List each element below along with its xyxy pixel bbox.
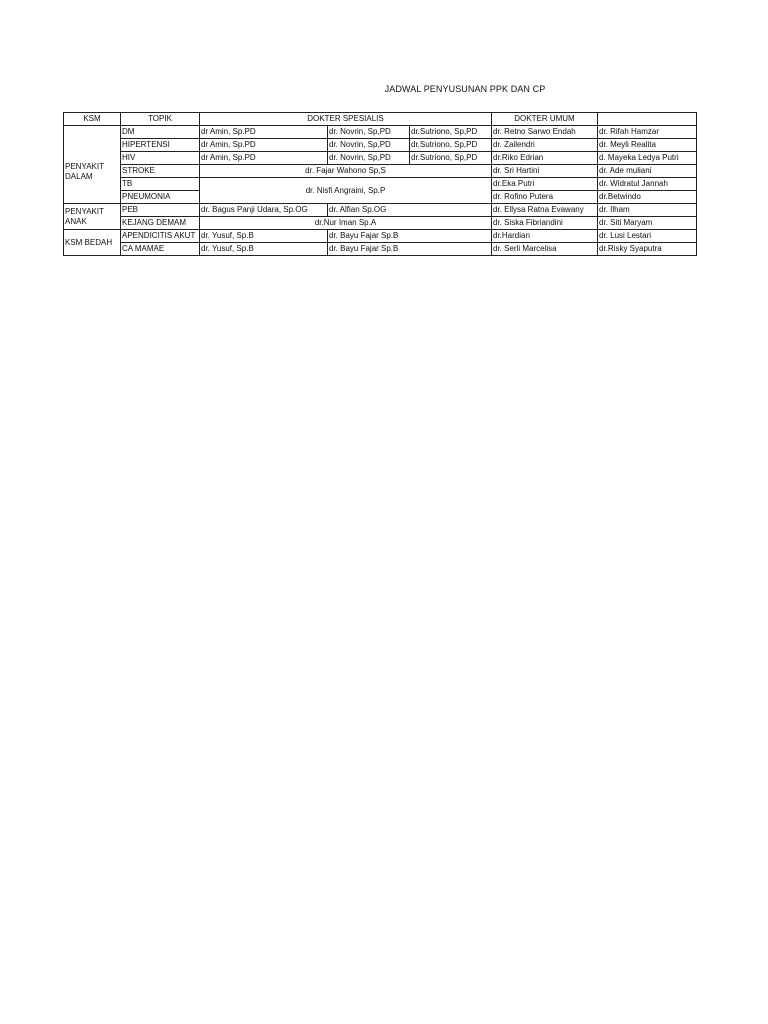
header-topik: TOPIK — [121, 113, 200, 126]
spesialis-cell: dr. Yusuf, Sp.B — [200, 243, 328, 256]
table-row — [64, 178, 697, 191]
topik-cell: PNEUMONIA — [121, 191, 200, 204]
umum-cell: dr. Ellysa Ratna Evawany — [492, 204, 598, 217]
topik-cell: PEB — [121, 204, 200, 217]
spesialis-cell: dr.Nur Iman Sp.A — [200, 217, 492, 230]
umum-cell: dr. Ade muliani — [598, 165, 697, 178]
ksm-label: DALAM — [65, 171, 93, 181]
spesialis-cell: dr. Bayu Fajar Sp.B — [328, 243, 492, 256]
topik-cell: DM — [121, 126, 200, 139]
spesialis-cell: dr.Sutriono, Sp,PD — [410, 152, 492, 165]
umum-cell: dr.Risky Syaputra — [598, 243, 697, 256]
ksm-penyakit-anak — [64, 204, 121, 230]
spesialis-cell: dr. Fajar Wahono Sp,S — [200, 165, 492, 178]
topik-cell: KEJANG DEMAM — [121, 217, 200, 230]
spesialis-cell: dr. Novrin, Sp,PD — [328, 139, 410, 152]
umum-cell: dr. Widratul Jannah — [598, 178, 697, 191]
ksm-label: PENYAKIT — [65, 207, 104, 216]
table-row — [64, 243, 697, 256]
umum-cell: dr. Meyli Realita — [598, 139, 697, 152]
spesialis-cell: dr Amin, Sp.PD — [200, 152, 328, 165]
ksm-label: ANAK — [65, 217, 87, 226]
header-dokter-spesialis: DOKTER SPESIALIS — [200, 113, 492, 126]
umum-cell: dr. Rofino Putera — [492, 191, 598, 204]
spesialis-cell: dr. Nisfi Angraini, Sp.P — [200, 178, 492, 204]
table-row — [64, 152, 697, 165]
umum-cell: dr. Retno Sarwo Endah — [492, 126, 598, 139]
spesialis-cell: dr. Novrin, Sp,PD — [328, 126, 410, 139]
spesialis-cell: dr. Yusuf, Sp.B — [200, 230, 328, 243]
header-row — [64, 113, 697, 126]
schedule-table — [63, 112, 697, 256]
umum-cell: dr.Riko Edrian — [492, 152, 598, 165]
topik-cell: CA MAMAE — [121, 243, 200, 256]
umum-cell: dr.Eka Putri — [492, 178, 598, 191]
topik-cell: APENDICITIS AKUT — [121, 230, 200, 243]
spesialis-cell: dr.Sutriono, Sp,PD — [410, 139, 492, 152]
umum-cell: dr.Hardian — [492, 230, 598, 243]
table-row — [64, 165, 697, 178]
spesialis-cell: dr Amin, Sp.PD — [200, 139, 328, 152]
spesialis-cell: dr.Sutriono, Sp,PD — [410, 126, 492, 139]
topik-cell: TB — [121, 178, 200, 191]
spesialis-cell: dr. Bagus Panji Udara, Sp.OG — [200, 204, 328, 217]
ksm-label: KSM BEDAH — [65, 237, 113, 247]
table-row — [64, 126, 697, 139]
table-row — [64, 204, 697, 217]
ksm-penyakit-dalam — [64, 126, 121, 204]
table-row — [64, 217, 697, 230]
umum-cell: dr. Zailendri — [492, 139, 598, 152]
umum-cell: dr. Sri Hartini — [492, 165, 598, 178]
umum-cell: dr. Rifah Hamzar — [598, 126, 697, 139]
ksm-label: PENYAKIT — [65, 161, 104, 171]
umum-cell: dr. Lusi Lestari — [598, 230, 697, 243]
spesialis-cell: dr. Alfian Sp.OG — [328, 204, 492, 217]
spesialis-cell: dr. Novrin, Sp,PD — [328, 152, 410, 165]
spesialis-cell: dr Amin, Sp.PD — [200, 126, 328, 139]
umum-cell: dr. Ilham — [598, 204, 697, 217]
header-dokter-umum: DOKTER UMUM — [492, 113, 598, 126]
umum-cell: dr.Betwindo — [598, 191, 697, 204]
umum-cell: dr. Siti Maryam — [598, 217, 697, 230]
umum-cell: dr. Siska Fibriandini — [492, 217, 598, 230]
topik-cell: HIPERTENSI — [121, 139, 200, 152]
ksm-bedah — [64, 230, 121, 256]
page-title: JADWAL PENYUSUNAN PPK DAN CP — [384, 84, 546, 94]
header-ksm: KSM — [64, 113, 121, 126]
umum-cell: d. Mayeka Ledya Putri — [598, 152, 697, 165]
spesialis-cell: dr. Bayu Fajar Sp.B — [328, 230, 492, 243]
topik-cell: STROKE — [121, 165, 200, 178]
table-row — [64, 230, 697, 243]
topik-cell: HIV — [121, 152, 200, 165]
header-empty — [598, 113, 697, 126]
umum-cell: dr. Serli Marcelisa — [492, 243, 598, 256]
table-row — [64, 139, 697, 152]
